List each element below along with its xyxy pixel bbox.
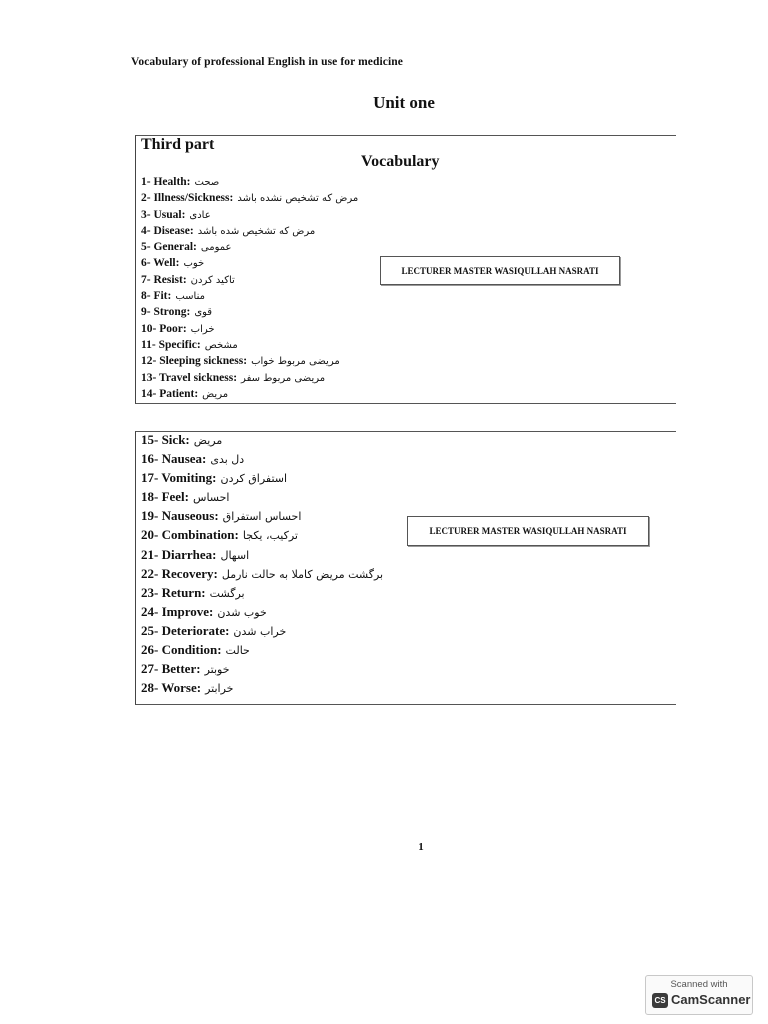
- vocabulary-box-2: [135, 431, 676, 705]
- vocab-term: 18- Feel:: [141, 489, 190, 505]
- vocab-term: 16- Nausea:: [141, 451, 207, 467]
- vocab-item: [141, 642, 383, 661]
- vocab-term: 12- Sleeping sickness:: [141, 355, 248, 368]
- vocab-term: 6- Well:: [141, 257, 180, 270]
- vocab-item: [141, 451, 383, 470]
- vocab-term: 27- Better:: [141, 661, 201, 677]
- unit-title: Unit one: [373, 93, 435, 112]
- scanned-with-label: Scanned with: [670, 979, 728, 990]
- lecturer-label: LECTURER MASTER WASIQULLAH NASRATI: [407, 516, 649, 546]
- vocab-item: [141, 432, 383, 451]
- vocab-translation: احساس: [193, 491, 230, 505]
- vocab-item: [141, 176, 358, 192]
- vocab-term: 19- Nauseous:: [141, 508, 219, 524]
- vocab-translation: مریض: [193, 434, 223, 447]
- vocabulary-list-1: [141, 176, 358, 404]
- vocab-translation: اسهال: [220, 548, 250, 562]
- vocab-term: 21- Diarrhea:: [141, 546, 217, 562]
- vocab-term: 7- Resist:: [141, 273, 187, 286]
- vocab-item: [141, 585, 383, 604]
- vocab-translation: خرابتر: [205, 682, 234, 696]
- vocab-item: [141, 388, 358, 404]
- vocabulary-title: Vocabulary: [361, 153, 440, 170]
- vocab-translation: خوب شدن: [217, 605, 267, 619]
- vocab-item: [141, 290, 358, 306]
- vocab-item: [141, 209, 358, 225]
- vocabulary-box-1: [135, 135, 676, 404]
- vocab-translation: مناسب: [175, 291, 205, 303]
- camscanner-brand: CamScanner: [671, 992, 751, 1007]
- vocab-term: 17- Vomiting:: [141, 470, 217, 486]
- vocab-item: [141, 547, 383, 566]
- vocab-item: [141, 527, 383, 546]
- vocab-translation: مشخص: [204, 339, 238, 351]
- vocab-item: [141, 680, 383, 699]
- vocab-item: [141, 225, 358, 241]
- vocab-term: 11- Specific:: [141, 338, 201, 351]
- vocab-translation: عادی: [189, 209, 211, 221]
- vocab-translation: ترکیب، یکجا: [242, 529, 298, 543]
- vocab-term: 13- Travel sickness:: [141, 371, 238, 384]
- page-number: 1: [418, 841, 424, 853]
- vocab-item: [141, 355, 358, 371]
- vocab-term: 9- Strong:: [141, 306, 191, 319]
- vocab-item: [141, 661, 383, 680]
- vocab-translation: مریضی مربوط سفر: [241, 372, 326, 384]
- vocab-translation: خوبتر: [204, 663, 230, 677]
- vocab-term: 28- Worse:: [141, 680, 202, 696]
- vocab-term: 3- Usual:: [141, 208, 186, 221]
- vocab-item: [141, 566, 383, 585]
- vocab-translation: مرض که تشخیص نشده باشد: [237, 193, 359, 205]
- vocab-translation: احساس استفراق: [222, 510, 302, 524]
- vocab-translation: خوب: [183, 258, 205, 270]
- vocab-translation: مریضی مربوط خواب: [251, 356, 340, 368]
- vocab-translation: عمومی: [200, 242, 232, 254]
- vocab-item: [141, 306, 358, 322]
- vocab-translation: برگشت: [209, 586, 245, 600]
- vocab-translation: استفراق کردن: [220, 472, 288, 486]
- vocab-item: [141, 339, 358, 355]
- vocab-item: [141, 257, 358, 273]
- vocab-item: [141, 192, 358, 208]
- camscanner-logo-icon: CS: [652, 993, 668, 1008]
- vocab-translation: دل بدی: [210, 453, 245, 467]
- vocab-item: [141, 241, 358, 257]
- vocab-term: 22- Recovery:: [141, 565, 218, 581]
- vocab-term: 8- Fit:: [141, 290, 172, 303]
- vocab-item: [141, 274, 358, 290]
- vocab-term: 10- Poor:: [141, 322, 187, 335]
- vocab-term: 25- Deteriorate:: [141, 622, 230, 638]
- vocab-translation: صحت: [194, 177, 220, 188]
- vocab-item: [141, 372, 358, 388]
- vocab-item: [141, 470, 383, 489]
- vocab-translation: خراب شدن: [233, 624, 287, 638]
- vocab-term: 26- Condition:: [141, 642, 222, 658]
- vocab-term: 24- Improve:: [141, 603, 214, 619]
- vocab-term: 20- Combination:: [141, 527, 239, 543]
- vocabulary-list-2: [141, 432, 383, 699]
- vocab-translation: برگشت مریض کاملا به حالت نارمل: [221, 567, 384, 581]
- vocab-translation: حالت: [225, 644, 250, 658]
- part-title: Third part: [141, 136, 215, 153]
- vocab-item: [141, 508, 383, 527]
- vocab-translation: تاکید کردن: [190, 274, 235, 286]
- vocab-term: 5- General:: [141, 241, 197, 254]
- vocab-term: 15- Sick:: [141, 432, 190, 447]
- vocab-term: 1- Health:: [141, 176, 191, 188]
- vocab-item: [141, 323, 358, 339]
- vocab-translation: مرض که تشخیص شده باشد: [197, 225, 316, 237]
- vocab-item: [141, 623, 383, 642]
- vocab-term: 14- Patient:: [141, 387, 199, 400]
- vocab-translation: قوی: [194, 307, 213, 319]
- vocab-translation: مریض: [202, 388, 229, 400]
- vocab-term: 4- Disease:: [141, 224, 194, 237]
- vocab-term: 2- Illness/Sickness:: [141, 192, 234, 205]
- camscanner-watermark: [645, 975, 753, 1015]
- vocab-item: [141, 604, 383, 623]
- document-header: Vocabulary of professional English in use for medicine: [131, 56, 403, 68]
- vocab-term: 23- Return:: [141, 584, 206, 600]
- lecturer-label: LECTURER MASTER WASIQULLAH NASRATI: [380, 256, 620, 285]
- vocab-item: [141, 489, 383, 508]
- vocab-translation: خراب: [190, 323, 215, 335]
